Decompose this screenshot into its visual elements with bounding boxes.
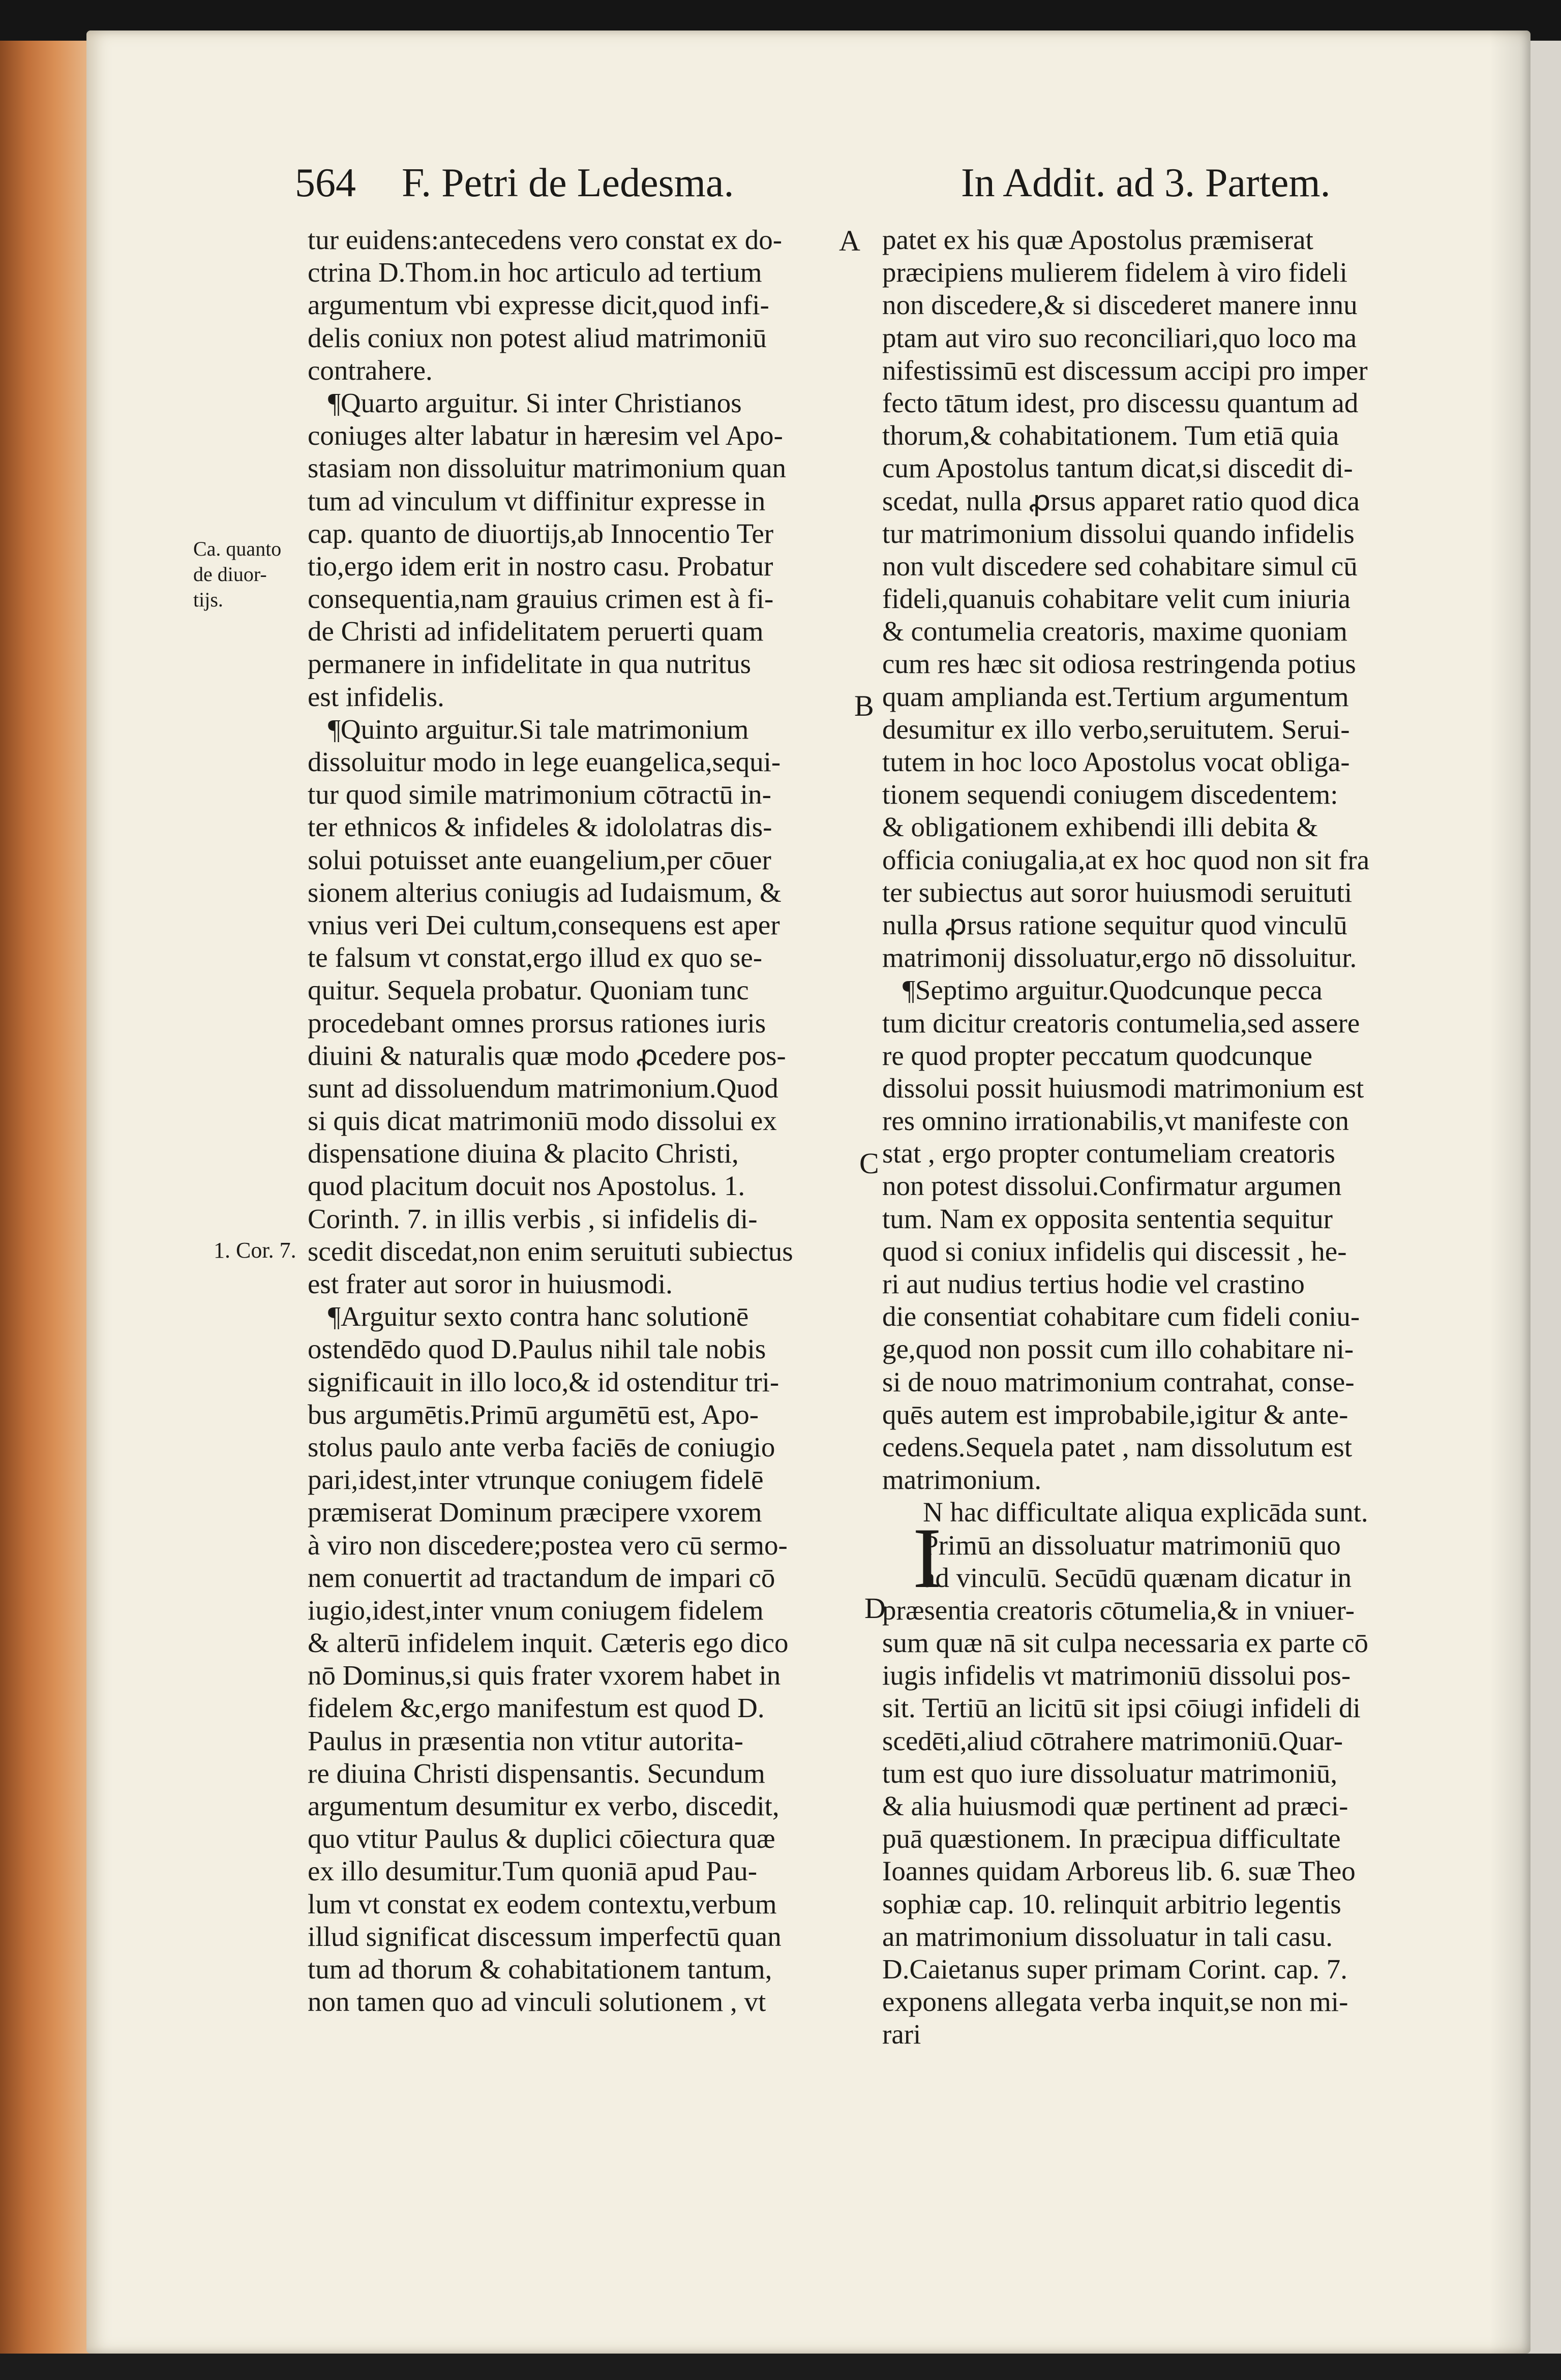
text-line: exponens allegata verba inquit,se non mi- <box>882 1986 1348 2018</box>
text-line: cum res hæc sit odiosa restringenda potius <box>882 648 1356 680</box>
text-line: à viro non discedere;postea vero cū sermo- <box>308 1529 788 1561</box>
text-line: vnius veri Dei cultum,consequens est aper <box>308 909 780 940</box>
text-line: tur quod simile matrimonium cōtractū in- <box>308 779 771 810</box>
text-line: delis coniux non potest aliud matrimoniū <box>308 322 767 353</box>
text-line: est infidelis. <box>308 681 444 712</box>
section-mark-d: D <box>864 1592 886 1625</box>
text-line: cedens.Sequela patet , nam dissolutum est <box>882 1431 1353 1462</box>
text-line: re quod propter peccatum quodcunque <box>882 1040 1313 1071</box>
text-line: fecto tātum idest, pro discessu quantum ad <box>882 387 1359 418</box>
text-line: D.Caietanus super primam Corint. cap. 7. <box>882 1953 1347 1985</box>
text-line: ctrina D.Thom.in hoc articulo ad tertium <box>308 257 762 288</box>
text-line: scedēti,aliud cōtrahere matrimoniū.Quar- <box>882 1725 1343 1756</box>
text-line: procedebant omnes prorsus rationes iuris <box>308 1007 766 1039</box>
text-line: scedat, nulla ꝓrsus apparet ratio quod dica <box>882 485 1360 516</box>
text-line: si quis dicat matrimoniū modo dissolui ex <box>308 1105 777 1137</box>
text-line: fidelem &c,ergo manifestum est quod D. <box>308 1692 765 1724</box>
text-line: scedit discedat,non enim seruituti subiectus <box>308 1235 793 1267</box>
running-header-right: In Addit. ad 3. Partem. <box>961 161 1331 205</box>
text-line: quam amplianda est.Tertium argumentum <box>882 681 1349 712</box>
text-line: nō Dominus,si quis frater vxorem habet in <box>308 1660 781 1691</box>
margin-note-decretal <box>193 536 281 613</box>
text-line: dissoluitur modo in lege euangelica,sequi- <box>308 746 781 777</box>
author-title: F. Petri de Ledesma. <box>402 161 734 205</box>
text-line: præmiserat Dominum præcipere vxorem <box>308 1497 762 1528</box>
text-line: tum. Nam ex opposita sententia sequitur <box>882 1203 1333 1234</box>
text-line: si de nouo matrimonium contrahat, conse- <box>882 1366 1355 1397</box>
margin-note-line: Ca. quanto <box>193 537 282 560</box>
text-line: sophiæ cap. 10. relinquit arbitrio legentis <box>882 1888 1341 1919</box>
text-line: solui potuisset ante euangelium,per cōuer <box>308 844 771 875</box>
text-line: res omnino irrationabilis,vt manifeste con <box>882 1105 1349 1137</box>
text-line: tum ad thorum & cohabitationem tantum, <box>308 1953 772 1985</box>
text-line: sunt ad dissoluendum matrimonium.Quod <box>308 1072 778 1104</box>
text-line: stolus paulo ante verba faciēs de coniugio <box>308 1431 775 1462</box>
text-line: stasiam non dissoluitur matrimonium quan <box>308 452 787 484</box>
text-line: contrahere. <box>308 354 433 386</box>
text-line: stat , ergo propter contumeliam creatoris <box>882 1138 1335 1169</box>
text-line: matrimonij dissoluatur,ergo nō dissoluitur. <box>882 942 1357 973</box>
text-line: illud significat discessum imperfectū quan <box>308 1920 782 1952</box>
text-line: quēs autem est improbabile,igitur & ante- <box>882 1398 1348 1430</box>
text-line: ge,quod non possit cum illo cohabitare ni- <box>882 1333 1354 1365</box>
text-line: diuini & naturalis quæ modo ꝓcedere pos- <box>308 1040 786 1071</box>
page-gutter-shadow <box>1490 30 1530 2354</box>
text-line: tum est quo iure dissoluatur matrimoniū, <box>882 1757 1338 1789</box>
text-line: rari <box>882 2019 921 2050</box>
text-line: quod si coniux infidelis qui discessit , he- <box>882 1235 1347 1267</box>
text-line: argumentum desumitur ex verbo, discedit, <box>308 1790 779 1821</box>
text-line: & contumelia creatoris, maxime quoniam <box>882 616 1347 647</box>
text-line: pari,idest,inter vtrunque coniugem fidelē <box>308 1464 764 1496</box>
text-line: significauit in illo loco,& id ostenditur tri- <box>308 1366 779 1397</box>
text-line: die consentiat cohabitare cum fideli coniu- <box>882 1301 1360 1332</box>
text-line: coniuges alter labatur in hæresim vel Apo- <box>308 420 783 451</box>
text-line: ¶Quarto arguitur. Si inter Christianos <box>328 387 742 418</box>
text-line: tum dicitur creatoris contumelia,sed assere <box>882 1007 1360 1039</box>
text-line: est frater aut soror in huiusmodi. <box>308 1268 673 1299</box>
book-fore-edge <box>0 41 92 2354</box>
text-line: ter subiectus aut soror huiusmodi seruituti <box>882 876 1353 908</box>
text-line: non tamen quo ad vinculi solutionem , vt <box>308 1986 766 2018</box>
text-line: quod placitum docuit nos Apostolus. 1. <box>308 1170 745 1202</box>
text-line: permanere in infidelitate in qua nutritus <box>308 648 752 680</box>
text-line: Ioannes quidam Arboreus lib. 6. suæ Theo <box>882 1855 1356 1887</box>
text-line: re diuina Christi dispensantis. Secundum <box>308 1757 765 1789</box>
text-line: tionem sequendi coniugem discedentem: <box>882 779 1338 810</box>
text-line: cap. quanto de diuortijs,ab Innocentio Ter <box>308 517 774 549</box>
text-line: iugis infidelis vt matrimoniū dissolui pos- <box>882 1660 1351 1691</box>
text-line: consequentia,nam grauius crimen est à fi- <box>308 583 774 615</box>
text-line: præcipiens mulierem fidelem à viro fideli <box>882 257 1347 288</box>
text-line: desumitur ex illo verbo,seruitutem. Serui- <box>882 713 1350 745</box>
text-line: tutem in hoc loco Apostolus vocat obliga- <box>882 746 1350 777</box>
text-line: & alia huiusmodi quæ pertinent ad præci- <box>882 1790 1348 1821</box>
text-line: dispensatione diuina & placito Christi, <box>308 1138 739 1169</box>
text-line: patet ex his quæ Apostolus præmiserat <box>882 224 1313 255</box>
text-line: matrimonium. <box>882 1464 1042 1496</box>
text-line: nifestissimū est discessum accipi pro imper <box>882 354 1368 386</box>
section-mark-b: B <box>854 689 874 722</box>
text-line: ex illo desumitur.Tum quoniā apud Pau- <box>308 1855 758 1887</box>
text-line: dissolui possit huiusmodi matrimonium est <box>882 1072 1364 1104</box>
text-line: ¶Septimo arguitur.Quodcunque pecca <box>903 974 1323 1006</box>
text-line: tum ad vinculum vt diffinitur expresse in <box>308 485 766 516</box>
text-line: N hac difficultate aliqua explicāda sunt. <box>923 1497 1368 1528</box>
text-line: ¶Quinto arguitur.Si tale matrimonium <box>328 713 749 745</box>
text-line: puā quæstionem. In præcipua difficultate <box>882 1823 1341 1854</box>
text-line: sum quæ nā sit culpa necessaria ex parte cō <box>882 1627 1369 1659</box>
text-line: an matrimonium dissoluatur in tali casu. <box>882 1920 1333 1952</box>
text-line: & alterū infidelem inquit. Cæteris ego dico <box>308 1627 789 1659</box>
text-line: non vult discedere sed cohabitare simul cū <box>882 550 1358 582</box>
text-line: Paulus in præsentia non vtitur autorita- <box>308 1725 743 1756</box>
text-line: bus argumētis.Primū argumētū est, Apo- <box>308 1398 759 1430</box>
text-line: officia coniugalia,at ex hoc quod non sit fra <box>882 844 1370 875</box>
text-line: quitur. Sequela probatur. Quoniam tunc <box>308 974 749 1006</box>
text-line: ¶Arguitur sexto contra hanc solutionē <box>328 1301 749 1332</box>
text-line: tur matrimonium dissolui quando infidelis <box>882 517 1355 549</box>
running-header-left <box>295 152 734 213</box>
text-line: quo vtitur Paulus & duplici cōiectura quæ <box>308 1823 775 1854</box>
section-mark-a: A <box>839 224 860 257</box>
text-line: non potest dissolui.Confirmatur argumen <box>882 1170 1342 1202</box>
text-line: tio,ergo idem erit in nostro casu. Probatur <box>308 550 773 582</box>
drop-cap: I <box>913 1510 942 1606</box>
text-line: nulla ꝓrsus ratione sequitur quod vinculū <box>882 909 1347 940</box>
margin-note-line: tijs. <box>193 588 223 611</box>
text-line: præsentia creatoris cōtumelia,& in vniuer- <box>882 1594 1355 1626</box>
text-line: & obligationem exhibendi illi debita & <box>882 811 1318 843</box>
scan-border-bottom <box>0 2354 1561 2380</box>
section-mark-c: C <box>859 1147 879 1180</box>
text-line: nem conuertit ad tractandum de impari cō <box>308 1562 775 1593</box>
text-line: de Christi ad infidelitatem peruerti quam <box>308 616 764 647</box>
margin-note-corinthians: 1. Cor. 7. <box>214 1238 296 1263</box>
text-column-right <box>882 224 1434 2051</box>
text-line: lum vt constat ex eodem contextu,verbum <box>308 1888 777 1919</box>
text-line: tur euidens:antecedens vero constat ex do- <box>308 224 783 255</box>
text-line: Primū an dissoluatur matrimoniū quo <box>923 1529 1341 1561</box>
text-line: te falsum vt constat,ergo illud ex quo se- <box>308 942 763 973</box>
text-line: ostendēdo quod D.Paulus nihil tale nobis <box>308 1333 766 1365</box>
text-line: ad vinculū. Secūdū quænam dicatur in <box>923 1562 1352 1593</box>
text-line: ri aut nudius tertius hodie vel crastino <box>882 1268 1305 1299</box>
text-line: iugio,idest,inter vnum coniugem fidelem <box>308 1594 764 1626</box>
text-column-left <box>308 224 836 2018</box>
text-line: ter ethnicos & infideles & idololatras dis- <box>308 811 772 843</box>
text-line: ptam aut viro suo reconciliari,quo loco ma <box>882 322 1357 353</box>
page-number: 564 <box>295 161 356 205</box>
text-line: argumentum vbi expresse dicit,quod infi- <box>308 289 769 321</box>
margin-note-line: de diuor- <box>193 563 267 586</box>
text-line: cum Apostolus tantum dicat,si discedit di- <box>882 452 1353 484</box>
text-line: fideli,quanuis cohabitare velit cum iniuria <box>882 583 1350 615</box>
text-line: Corinth. 7. in illis verbis , si infidelis di- <box>308 1203 758 1234</box>
text-line: thorum,& cohabitationem. Tum etiā quia <box>882 420 1339 451</box>
text-line: sionem alterius coniugis ad Iudaismum, & <box>308 876 782 908</box>
text-line: non discedere,& si discederet manere innu <box>882 289 1358 321</box>
text-line: sit. Tertiū an licitū sit ipsi cōiugi infideli di <box>882 1692 1361 1724</box>
